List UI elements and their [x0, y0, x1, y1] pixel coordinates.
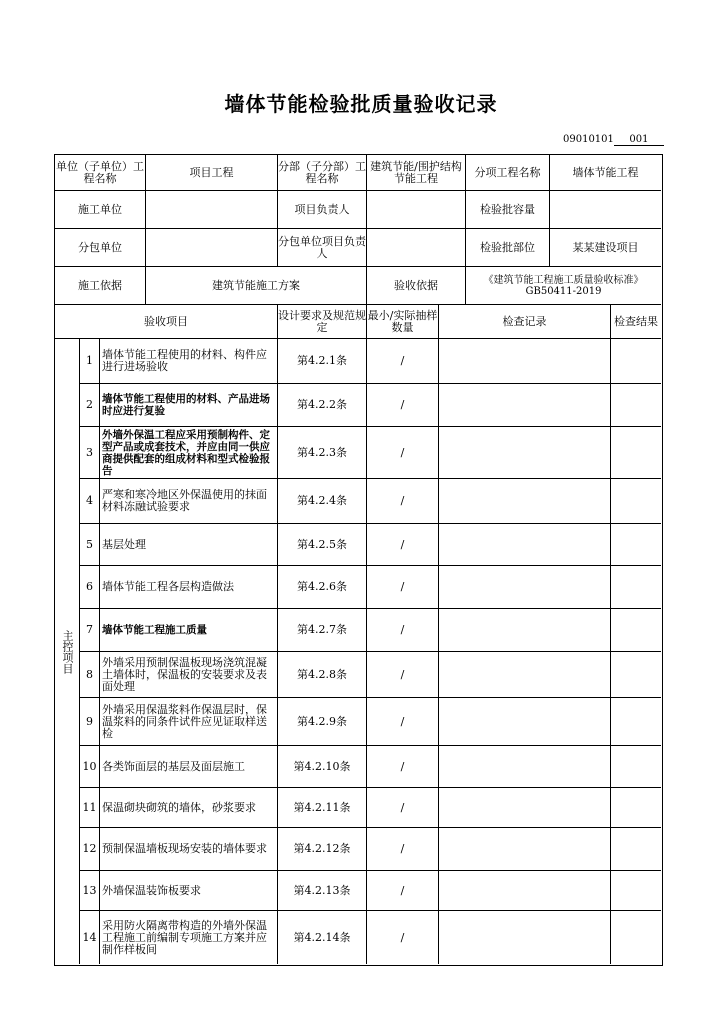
- row-number: 3: [80, 427, 100, 479]
- row-sample[interactable]: /: [367, 566, 439, 609]
- row-number: 6: [80, 566, 100, 609]
- row-record[interactable]: [439, 652, 611, 698]
- basis-value[interactable]: 建筑节能施工方案: [146, 267, 367, 305]
- row-number: 8: [80, 652, 100, 698]
- row-result[interactable]: [611, 339, 661, 384]
- row-description: 预制保温墙板现场安装的墙体要求: [100, 828, 278, 871]
- sub-pm-label: 分包单位项目负责人: [278, 229, 367, 267]
- record-table: [54, 154, 663, 966]
- row-number: 5: [80, 524, 100, 566]
- col-item: 验收项目: [55, 305, 278, 339]
- row-record[interactable]: [439, 911, 611, 964]
- row-spec: 第4.2.5条: [278, 524, 367, 566]
- contractor-value[interactable]: [146, 191, 278, 229]
- row-result[interactable]: [611, 479, 661, 524]
- row-record[interactable]: [439, 698, 611, 746]
- row-result[interactable]: [611, 871, 661, 911]
- row-description: 严寒和寒冷地区外保温使用的抹面材料冻融试验要求: [100, 479, 278, 524]
- row-number: 10: [80, 746, 100, 788]
- location-label: 检验批部位: [466, 229, 550, 267]
- row-sample[interactable]: /: [367, 911, 439, 964]
- row-spec: 第4.2.14条: [278, 911, 367, 964]
- row-description: 墙体节能工程使用的材料、构件应进行进场验收: [100, 339, 278, 384]
- row-sample[interactable]: /: [367, 788, 439, 828]
- section-label-text: 主控项目: [61, 629, 74, 674]
- subcontractor-value[interactable]: [146, 229, 278, 267]
- col-record: 检查记录: [439, 305, 611, 339]
- row-spec: 第4.2.1条: [278, 339, 367, 384]
- row-number: 11: [80, 788, 100, 828]
- subitem-value[interactable]: 墙体节能工程: [550, 155, 661, 191]
- row-record[interactable]: [439, 566, 611, 609]
- contractor-label: 施工单位: [55, 191, 146, 229]
- capacity-label: 检验批容量: [466, 191, 550, 229]
- row-spec: 第4.2.2条: [278, 384, 367, 427]
- row-spec: 第4.2.13条: [278, 871, 367, 911]
- row-description: 基层处理: [100, 524, 278, 566]
- row-spec: 第4.2.3条: [278, 427, 367, 479]
- capacity-value[interactable]: [550, 191, 661, 229]
- row-sample[interactable]: /: [367, 609, 439, 652]
- row-sample[interactable]: /: [367, 871, 439, 911]
- row-record[interactable]: [439, 339, 611, 384]
- row-record[interactable]: [439, 479, 611, 524]
- row-record[interactable]: [439, 609, 611, 652]
- row-spec: 第4.2.11条: [278, 788, 367, 828]
- code-suffix: 001: [614, 134, 664, 146]
- row-spec: 第4.2.12条: [278, 828, 367, 871]
- row-description: 墙体节能工程施工质量: [100, 609, 278, 652]
- row-spec: 第4.2.6条: [278, 566, 367, 609]
- row-spec: 第4.2.9条: [278, 698, 367, 746]
- row-spec: 第4.2.7条: [278, 609, 367, 652]
- row-record[interactable]: [439, 828, 611, 871]
- row-number: 13: [80, 871, 100, 911]
- row-number: 7: [80, 609, 100, 652]
- location-value[interactable]: 某某建设项目: [550, 229, 661, 267]
- row-record[interactable]: [439, 384, 611, 427]
- row-sample[interactable]: /: [367, 524, 439, 566]
- row-spec: 第4.2.8条: [278, 652, 367, 698]
- row-spec: 第4.2.10条: [278, 746, 367, 788]
- acceptance-basis-value[interactable]: 《建筑节能工程施工质量验收标准》GB50411-2019: [466, 267, 661, 305]
- row-result[interactable]: [611, 698, 661, 746]
- row-description: 各类饰面层的基层及面层施工: [100, 746, 278, 788]
- section-label: [55, 339, 80, 964]
- row-sample[interactable]: /: [367, 384, 439, 427]
- subcontractor-label: 分包单位: [55, 229, 146, 267]
- col-sample: 最小/实际抽样数量: [367, 305, 439, 339]
- row-sample[interactable]: /: [367, 698, 439, 746]
- page-title: 墙体节能检验批质量验收记录: [224, 92, 498, 116]
- row-description: 墙体节能工程各层构造做法: [100, 566, 278, 609]
- row-number: 9: [80, 698, 100, 746]
- row-sample[interactable]: /: [367, 652, 439, 698]
- row-record[interactable]: [439, 524, 611, 566]
- row-description: 外墙采用预制保温板现场浇筑混凝土墙体时，保温板的安装要求及表面处理: [100, 652, 278, 698]
- row-sample[interactable]: /: [367, 828, 439, 871]
- row-record[interactable]: [439, 871, 611, 911]
- row-sample[interactable]: /: [367, 427, 439, 479]
- row-record[interactable]: [439, 427, 611, 479]
- row-description: 保温砌块砌筑的墙体，砂浆要求: [100, 788, 278, 828]
- row-sample[interactable]: /: [367, 479, 439, 524]
- division-value[interactable]: 建筑节能/围护结构节能工程: [367, 155, 466, 191]
- row-sample[interactable]: /: [367, 339, 439, 384]
- subitem-label: 分项工程名称: [466, 155, 550, 191]
- row-result[interactable]: [611, 788, 661, 828]
- row-result[interactable]: [611, 427, 661, 479]
- row-result[interactable]: [611, 384, 661, 427]
- row-sample[interactable]: /: [367, 746, 439, 788]
- code-prefix: 09010101: [563, 134, 614, 145]
- row-number: 2: [80, 384, 100, 427]
- unit-label: 单位（子单位）工程名称: [55, 155, 146, 191]
- row-number: 1: [80, 339, 100, 384]
- row-spec: 第4.2.4条: [278, 479, 367, 524]
- row-description: 采用防火隔离带构造的外墙外保温工程施工前编制专项施工方案并应制作样板间: [100, 911, 278, 964]
- row-description: 外墙保温装饰板要求: [100, 871, 278, 911]
- row-number: 12: [80, 828, 100, 871]
- pm-label: 项目负责人: [278, 191, 367, 229]
- row-result[interactable]: [611, 524, 661, 566]
- row-record[interactable]: [439, 788, 611, 828]
- row-description: 外墙采用保温浆料作保温层时，保温浆料的同条件试件应见证取样送检: [100, 698, 278, 746]
- record-code: [563, 134, 664, 146]
- row-result[interactable]: [611, 566, 661, 609]
- col-result: 检查结果: [611, 305, 661, 339]
- division-label: 分部（子分部）工程名称: [278, 155, 367, 191]
- row-record[interactable]: [439, 746, 611, 788]
- sub-pm-value[interactable]: [367, 229, 466, 267]
- row-description: 外墙外保温工程应采用预制构件、定型产品或成套技术，并应由同一供应商提供配套的组成材料和型式检验报告: [100, 427, 278, 479]
- row-result[interactable]: [611, 746, 661, 788]
- row-number: 4: [80, 479, 100, 524]
- row-result[interactable]: [611, 911, 661, 964]
- row-result[interactable]: [611, 652, 661, 698]
- row-number: 14: [80, 911, 100, 964]
- basis-label: 施工依据: [55, 267, 146, 305]
- col-spec: 设计要求及规范规定: [278, 305, 367, 339]
- row-description: 墙体节能工程使用的材料、产品进场时应进行复验: [100, 384, 278, 427]
- unit-value[interactable]: 项目工程: [146, 155, 278, 191]
- row-result[interactable]: [611, 609, 661, 652]
- pm-value[interactable]: [367, 191, 466, 229]
- acceptance-basis-label: 验收依据: [367, 267, 466, 305]
- row-result[interactable]: [611, 828, 661, 871]
